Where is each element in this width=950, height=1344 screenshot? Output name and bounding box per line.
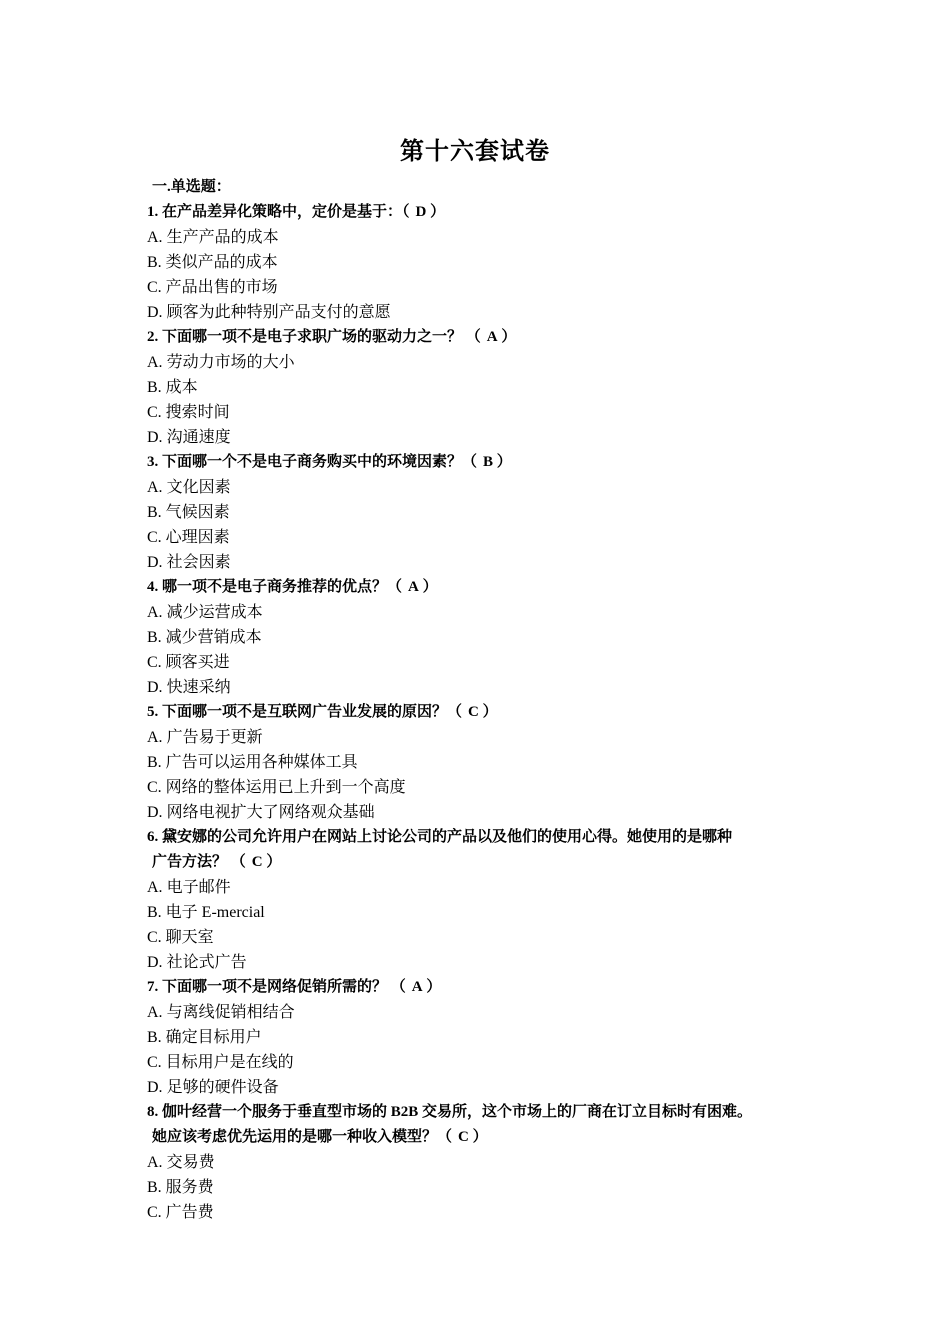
option-item [147,300,827,325]
option-item [147,1175,827,1200]
option-item [147,725,827,750]
page-title: 第十六套试卷 [400,139,550,165]
question-number: 3. [147,454,159,470]
option-item [147,1150,827,1175]
option-letter: C. [147,929,162,946]
option-text: 顾客为此种特别产品支付的意愿 [166,304,391,321]
question-3 [147,450,827,475]
option-item [147,675,827,700]
option-letter: D. [147,1079,163,1096]
option-text: 广告易于更新 [166,729,263,746]
option-letter: B. [147,754,162,771]
option-item [147,900,827,925]
option-letter: A. [147,354,163,371]
question-text: 伽叶经营一个服务于垂直型市场的 B2B 交易所，这个市场上的厂商在订立目标时有困难。 [162,1104,753,1120]
answer-letter: A [411,979,423,995]
option-text: 确定目标用户 [165,1029,262,1046]
option-letter: C. [147,1204,162,1221]
option-text: 电子邮件 [166,879,231,896]
option-item [147,1075,827,1100]
question-number: 1. [147,204,159,220]
answer-close-paren: ） [472,1129,488,1145]
answer-letter: B [483,454,494,470]
answer-close-paren: ） [496,454,512,470]
option-item [147,425,827,450]
question-list [147,175,827,1225]
answer-letter: D [415,204,427,220]
question-8 [147,1100,827,1150]
question-text: 黛安娜的公司允许用户在网站上讨论公司的产品以及他们的使用心得。她使用的是哪种 [162,829,733,845]
question-1 [147,200,827,225]
question-number: 2. [147,329,159,345]
option-text: 减少营销成本 [165,629,262,646]
answer-close-paren: ） [482,704,498,720]
option-text: 社会因素 [166,554,231,571]
option-item [147,350,827,375]
option-item [147,600,827,625]
option-letter: B. [147,504,162,521]
option-letter: A. [147,229,163,246]
option-text: 文化因素 [166,479,231,496]
option-letter: C. [147,529,162,546]
option-letter: C. [147,404,162,421]
option-text: 目标用户是在线的 [165,1054,294,1071]
question-text: 哪一项不是电子商务推荐的优点？（ [162,579,403,595]
option-text: 聊天室 [165,929,214,946]
option-text: 与离线促销相结合 [166,1004,295,1021]
option-item [147,1025,827,1050]
option-letter: C. [147,279,162,296]
option-letter: B. [147,1179,162,1196]
option-letter: B. [147,379,162,396]
option-text: 服务费 [165,1179,214,1196]
answer-letter: C [251,854,263,870]
question-4 [147,575,827,600]
option-text: 交易费 [166,1154,215,1171]
option-text: 成本 [165,379,198,396]
option-letter: D. [147,954,163,971]
option-item [147,800,827,825]
option-item [147,550,827,575]
option-item [147,1000,827,1025]
option-text: 广告可以运用各种媒体工具 [165,754,358,771]
option-item [147,875,827,900]
question-5 [147,700,827,725]
option-text: 产品出售的市场 [165,279,278,296]
option-item [147,950,827,975]
option-text: 心理因素 [165,529,230,546]
option-text: 网络的整体运用已上升到一个高度 [165,779,406,796]
option-letter: A. [147,1154,163,1171]
option-text: 网络电视扩大了网络观众基础 [166,804,375,821]
option-letter: D. [147,804,163,821]
option-item [147,400,827,425]
question-number: 8. [147,1104,159,1120]
option-letter: A. [147,879,163,896]
question-text: 下面哪一项不是网络促销所需的？ （ [162,979,406,995]
answer-close-paren: ） [501,329,517,345]
option-letter: D. [147,679,163,696]
option-text: 类似产品的成本 [165,254,278,271]
option-text: 气候因素 [165,504,230,521]
question-text-continued: 广告方法？ （ [152,854,246,870]
option-letter: A. [147,479,163,496]
option-text: 社论式广告 [166,954,247,971]
option-letter: A. [147,729,163,746]
option-item [147,650,827,675]
question-number: 7. [147,979,159,995]
question-number: 6. [147,829,159,845]
answer-close-paren: ） [422,579,438,595]
answer-close-paren: ） [266,854,282,870]
question-text-continued: 她应该考虑优先运用的是哪一种收入模型？（ [152,1129,453,1145]
answer-close-paren: ） [426,979,442,995]
answer-close-paren: ） [430,204,446,220]
question-text: 在产品差异化策略中，定价是基于：（ [162,204,410,220]
answer-letter: C [458,1129,469,1145]
option-text: 搜索时间 [165,404,230,421]
option-letter: C. [147,1054,162,1071]
option-item [147,925,827,950]
option-text: 电子 E-mercial [165,904,265,921]
option-item [147,225,827,250]
option-text: 劳动力市场的大小 [166,354,295,371]
option-item [147,375,827,400]
answer-letter: A [408,579,419,595]
option-letter: B. [147,629,162,646]
option-letter: C. [147,779,162,796]
option-letter: D. [147,554,163,571]
option-item [147,775,827,800]
option-text: 广告费 [165,1204,214,1221]
section-heading: 一.单选题： [152,179,231,195]
option-letter: A. [147,604,163,621]
option-item [147,750,827,775]
option-item [147,500,827,525]
question-6 [147,825,827,875]
question-2 [147,325,827,350]
option-letter: C. [147,654,162,671]
option-text: 快速采纳 [166,679,231,696]
option-letter: A. [147,1004,163,1021]
question-number: 4. [147,579,159,595]
option-text: 足够的硬件设备 [166,1079,279,1096]
option-item [147,475,827,500]
answer-letter: C [468,704,479,720]
option-text: 顾客买进 [165,654,230,671]
option-letter: D. [147,304,163,321]
question-7 [147,975,827,1000]
option-letter: D. [147,429,163,446]
option-item [147,525,827,550]
option-text: 减少运营成本 [166,604,263,621]
option-letter: B. [147,1029,162,1046]
question-text: 下面哪一项不是电子求职广场的驱动力之一？ （ [162,329,481,345]
option-item [147,625,827,650]
option-letter: B. [147,904,162,921]
option-item [147,250,827,275]
option-text: 沟通速度 [166,429,231,446]
option-item [147,1200,827,1225]
answer-letter: A [486,329,498,345]
option-item [147,1050,827,1075]
option-item [147,275,827,300]
question-text: 下面哪一项不是互联网广告业发展的原因？（ [162,704,463,720]
option-text: 生产产品的成本 [166,229,279,246]
question-number: 5. [147,704,159,720]
option-letter: B. [147,254,162,271]
question-text: 下面哪一个不是电子商务购买中的环境因素？（ [162,454,478,470]
